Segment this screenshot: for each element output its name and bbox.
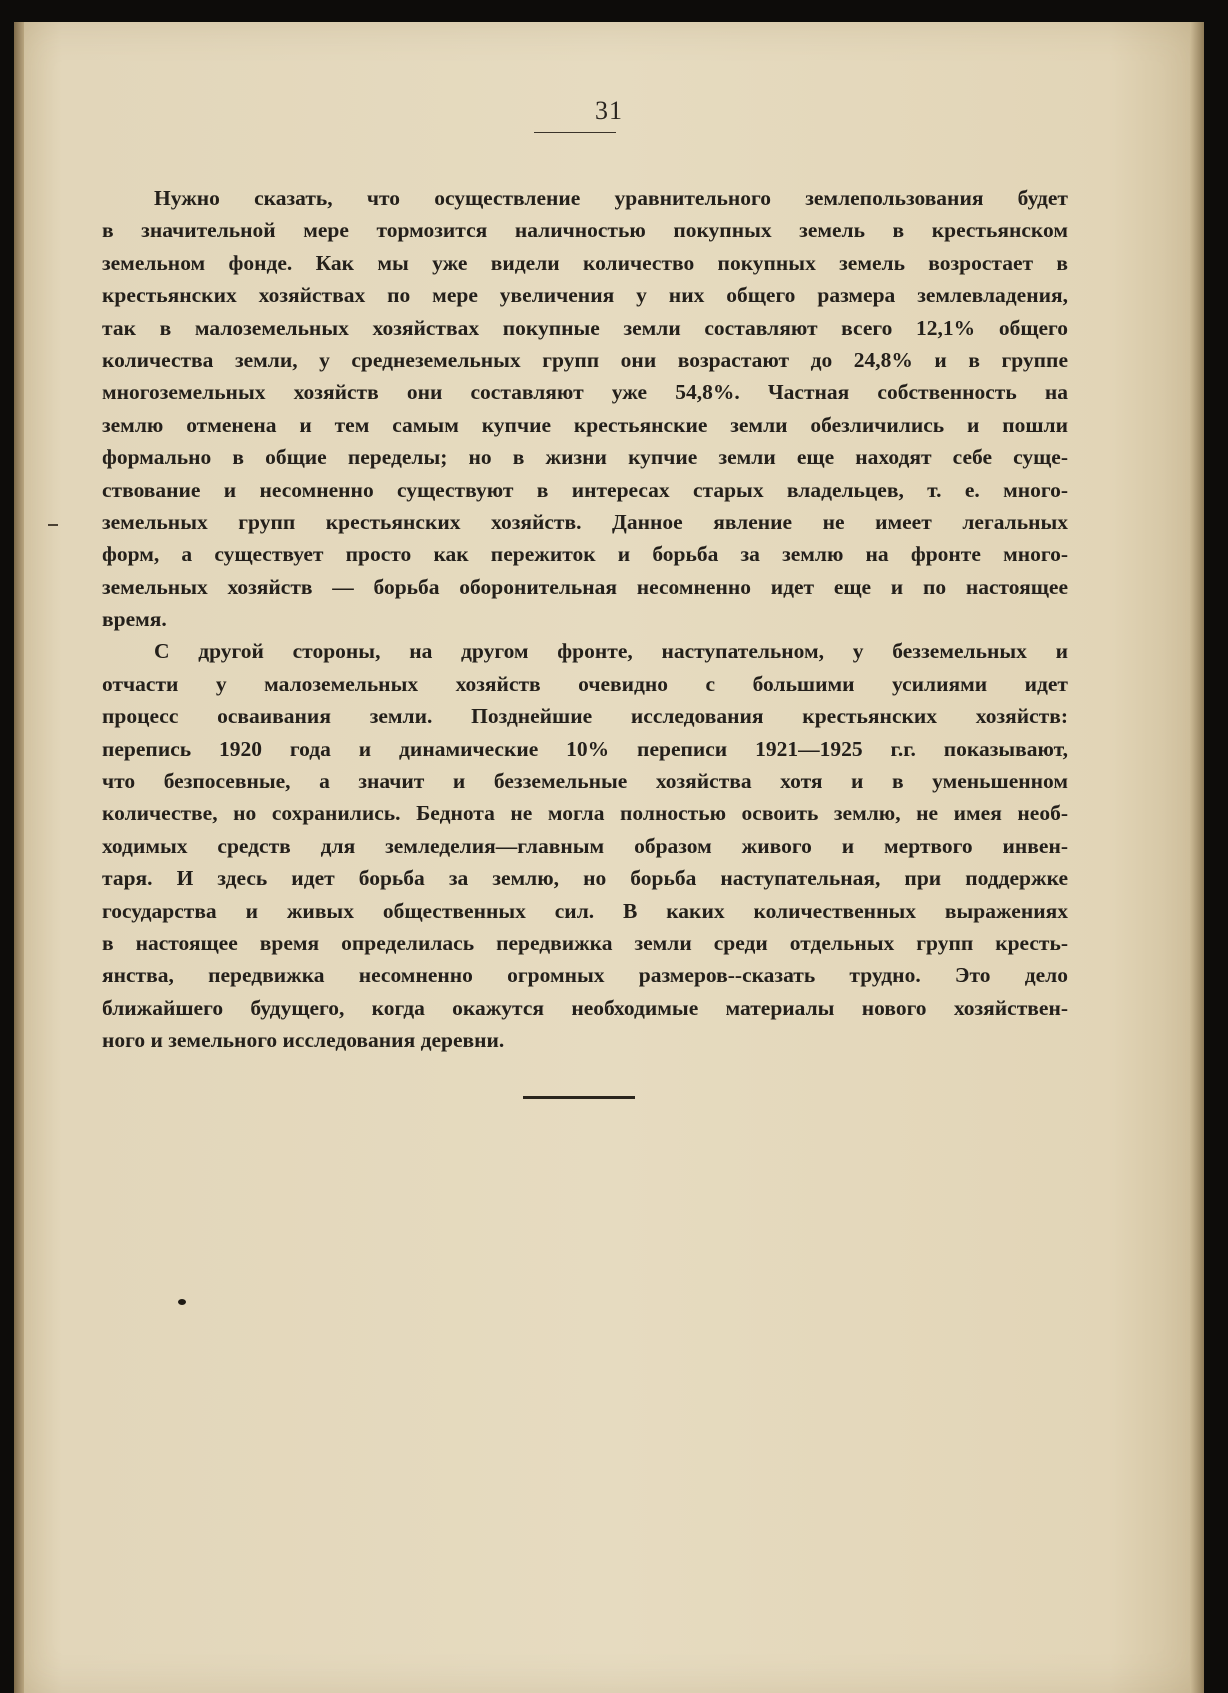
- text-line: крестьянских хозяйствах по мере увеличения у них общего размера землевладения,: [102, 283, 1068, 308]
- document-page: [14, 22, 1204, 1693]
- text-line: в настоящее время определилась передвижка земли среди отдельных групп кресть-: [102, 930, 1068, 955]
- text-line: землю отменена и тем самым купчие крестьянские земли обезличились и пошли: [102, 412, 1068, 437]
- text-line: ствование и несомненно существуют в интересах старых владельцев, т. е. много-: [102, 477, 1068, 502]
- text-line: янства, передвижка несомненно огромных размеров--сказать трудно. Это дело: [102, 963, 1068, 988]
- text-line: земельном фонде. Как мы уже видели количество покупных земель возростает в: [102, 250, 1068, 275]
- text-line: формально в общие переделы; но в жизни купчие земли еще находят себе суще-: [102, 445, 1068, 470]
- paragraph-1: [102, 182, 1068, 635]
- paragraph-2: [102, 635, 1068, 1056]
- text-line: таря. И здесь идет борьба за землю, но борьба наступательная, при поддержке: [102, 866, 1068, 891]
- text-line: что безпосевные, а значит и безземельные хозяйства хотя и в уменьшенном: [102, 769, 1068, 794]
- text-line: форм, а существует просто как пережиток и борьба за землю на фронте много-: [102, 542, 1068, 567]
- page-right-edge: [1190, 22, 1204, 1693]
- text-line: государства и живых общественных сил. В каких количественных выражениях: [102, 898, 1068, 923]
- text-line: С другой стороны, на другом фронте, наступательном, у безземельных и: [154, 639, 1068, 664]
- text-line: многоземельных хозяйств они составляют уже 54,8%. Частная собственность на: [102, 380, 1068, 405]
- text-line: перепись 1920 года и динамические 10% переписи 1921—1925 г.г. показывают,: [102, 736, 1068, 761]
- text-line: процесс осваивания земли. Позднейшие исследования крестьянских хозяйств:: [102, 704, 1068, 729]
- end-rule: [523, 1096, 635, 1099]
- text-line: отчасти у малоземельных хозяйств очевидно с большими усилиями идет: [102, 671, 1068, 696]
- margin-mark: [48, 524, 58, 526]
- text-line: количестве, но сохранились. Беднота не могла полностью освоить землю, не имея необ-: [102, 801, 1068, 826]
- body-text: [102, 182, 1068, 1057]
- text-line: Нужно сказать, что осуществление уравнительного землепользования будет: [154, 186, 1068, 210]
- text-line: ближайшего будущего, когда окажутся необходимые материалы нового хозяйствен-: [102, 995, 1068, 1020]
- text-line: количества земли, у среднеземельных групп они возрастают до 24,8% и в группе: [102, 347, 1068, 372]
- text-line: земельных хозяйств — борьба оборонительная несомненно идет еще и по настоящее: [102, 574, 1068, 599]
- page-number: 31: [595, 96, 623, 125]
- text-line: ходимых средств для земледелия—главным образом живого и мертвого инвен-: [102, 833, 1068, 858]
- page-left-edge: [14, 22, 24, 1693]
- text-line: земельных групп крестьянских хозяйств. Данное явление не имеет легальных: [102, 509, 1068, 534]
- text-line: в значительной мере тормозится наличностью покупных земель в крестьянском: [102, 218, 1068, 243]
- text-line: ного и земельного исследования деревни.: [102, 1028, 505, 1053]
- ink-speck: [178, 1299, 186, 1305]
- text-line: время.: [102, 607, 167, 632]
- page-number-rule: [534, 132, 616, 133]
- text-line: так в малоземельных хозяйствах покупные земли составляют всего 12,1% общего: [102, 315, 1068, 340]
